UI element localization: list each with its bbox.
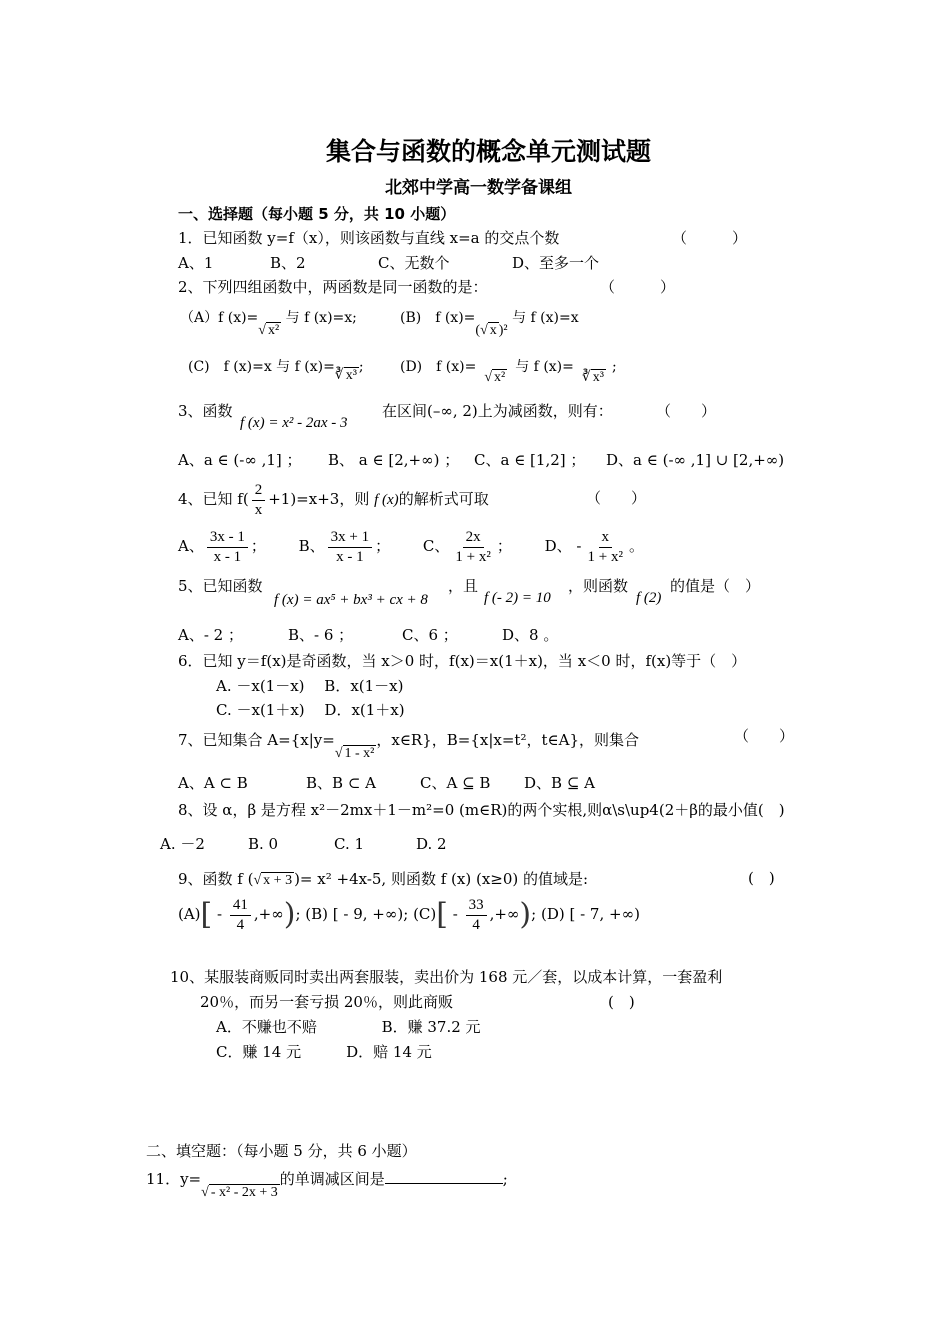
cube-root-symbol: ∛ x³: [334, 368, 357, 383]
q5-tail: ，则函数: [568, 577, 629, 595]
sqrt-symbol: (√ x )²: [475, 323, 508, 338]
q1-option-c: C、无数个: [378, 254, 450, 272]
q1-option-a: A、1: [178, 254, 214, 272]
q9-c-fraction: [466, 896, 487, 935]
q4-a-num: 3x - 1: [207, 528, 248, 548]
q5-option-a: A、- 2 ；: [178, 626, 243, 644]
q7-option-a: A、A ⊂ B: [178, 774, 248, 792]
q4-d-fraction: [585, 528, 626, 567]
q7-stem: [178, 726, 639, 768]
page-title: 集合与函数的概念单元测试题: [326, 137, 652, 166]
q2-b-radicand: x: [489, 323, 497, 338]
q3-option-a: A、a ∈ (-∞ ,1] ；: [178, 451, 302, 469]
q5-function: f (x) = ax⁵ + bx³ + cx + 8: [274, 592, 428, 608]
q11-stem: [146, 1166, 508, 1206]
q5-option-b: B、- 6 ；: [288, 626, 354, 644]
q2-d-radicand: x²: [494, 370, 506, 385]
q4-d-num: x: [599, 528, 613, 548]
q11-answer-blank[interactable]: [385, 1169, 503, 1184]
q10-options-cd: C．赚 14 元 D．赔 14 元: [216, 1043, 432, 1061]
q2-option-b: [400, 304, 579, 345]
q4-b-label: B、: [298, 537, 325, 555]
q1-option-b: B、2: [270, 254, 306, 272]
sqrt-symbol: √ x + 3: [253, 873, 293, 888]
q8-option-b: B. 0: [248, 835, 279, 853]
sqrt-symbol: √ 1 - x²: [334, 746, 375, 761]
q9-option-d: (D) [ - 7, +∞): [540, 905, 640, 923]
section-2-heading: 二、填空题：（每小题 5 分，共 6 小题）: [146, 1142, 417, 1160]
q2-b-pre: (B) f (x)=: [400, 310, 476, 326]
q9-a-den: 4: [236, 916, 245, 933]
q9-c-num: 33: [466, 896, 487, 916]
q2-b-post: 与 f (x)=x: [512, 310, 579, 326]
q5-condition: f (- 2) = 10: [484, 590, 551, 606]
q4-den: x: [254, 501, 263, 518]
q2-c-pre: (C) f (x)=x 与 f (x)=: [188, 359, 335, 375]
q5-ask: f (2): [636, 590, 662, 606]
q1-stem: 1．已知函数 y=f（x），则该函数与直线 x=a 的交点个数: [178, 229, 560, 247]
q6-options-ab: A. －x(1－x) B．x(1－x): [216, 677, 404, 695]
q9-a-label: (A): [178, 905, 201, 923]
paren-icon: ): [283, 897, 296, 932]
q4-c-fraction: [452, 528, 493, 567]
q2-d-radicand-2: x³: [592, 370, 604, 385]
q9-option-b: (B) [ - 9, +∞);: [305, 905, 409, 923]
q2-paren: （ ）: [600, 278, 676, 296]
q10-paren: ( ): [608, 993, 635, 1011]
q3-paren: （ ）: [656, 402, 717, 420]
q7-option-c: C、A ⊆ B: [420, 774, 491, 792]
q9-a-post: ,+∞: [253, 905, 284, 923]
q11-post: 的单调减区间是: [279, 1170, 385, 1188]
sqrt-symbol: √ x²: [484, 370, 506, 385]
section-1-heading: 一、选择题（每小题 5 分，共 10 小题）: [178, 205, 456, 223]
q5-option-c: C、6 ；: [402, 626, 458, 644]
q9-a-fraction: [230, 896, 251, 935]
q9-post: )= x² +4x-5, 则函数 f (x) (x≥0) 的值域是:: [294, 870, 589, 888]
q11-pre: 11．y=: [146, 1170, 202, 1188]
q4-post: +1)=x+3，则: [268, 490, 370, 508]
q11-radicand: - x² - 2x + 3: [210, 1185, 278, 1200]
q7-pre: 7、已知集合 A={x|y=: [178, 731, 335, 749]
q9-c-den: 4: [472, 916, 480, 933]
q4-a-fraction: [207, 528, 248, 567]
q7-post: ，x∈R}，B={x|x=t²，t∈A}，则集合: [376, 731, 639, 749]
q5-stem: 5、已知函数: [178, 577, 263, 595]
q4-d-den: 1 + x²: [587, 548, 623, 565]
q7-option-d: D、B ⊆ A: [524, 774, 595, 792]
q1-option-d: D、至多一个: [512, 254, 600, 272]
q1-paren: （ ）: [672, 229, 748, 247]
q9-c-post: ,+∞: [489, 905, 520, 923]
q3-stem: 3、函数: [178, 402, 233, 420]
q2-option-a: [180, 304, 357, 345]
q2-d-mid: 与 f (x)=: [515, 359, 574, 375]
q10-line-1: 10、某服装商贩同时卖出两套服装，卖出价为 168 元／套，以成本计算，一套盈利: [170, 968, 723, 986]
q4-c-den: 1 + x²: [455, 548, 491, 565]
q5-tail2: 的值是（ ）: [670, 577, 761, 595]
q2-d-pre: (D) f (x)=: [400, 359, 477, 375]
q9-radicand: x + 3: [263, 873, 293, 888]
q2-c-post: ;: [358, 359, 364, 375]
q7-option-b: B、B ⊂ A: [306, 774, 376, 792]
q6-options-cd: C. －x(1＋x) D．x(1＋x): [216, 701, 405, 719]
q2-a-pre: （A）f (x)=: [180, 310, 259, 326]
bracket-icon: [: [436, 897, 448, 932]
q4-fraction: [252, 481, 266, 520]
q8-stem: 8、设 α，β 是方程 x²－2mx＋1－m²=0 (m∈R)的两个实根,则α\s\up4(2＋β的最小值( ): [178, 801, 785, 819]
q4-fx: f (x): [374, 492, 399, 508]
q3-tail: 在区间(–∞, 2)上为减函数，则有：: [382, 402, 613, 420]
q4-options: A、 $\frac{3x - 1}{x - 1}$ ； B、 $\frac{3x + 1}{x - 1}$ ； C、 $\frac{2x}{\text{1 + x²}}$ ； D、 - $\frac{x}{\text{1 + x²}}$ 。: [178, 528, 644, 565]
q4-a-label: A、: [178, 537, 204, 555]
bracket-icon: [: [200, 897, 213, 932]
q2-c-radicand: x³: [345, 368, 357, 383]
q7-paren: （ ）: [734, 727, 795, 745]
q7-radicand: 1 - x²: [344, 746, 375, 761]
q2-option-c: [188, 353, 364, 390]
q2-stem: 2、下列四组函数中，两函数是同一函数的是：: [178, 278, 488, 296]
q4-num: 2: [252, 481, 266, 501]
q8-option-c: C. 1: [334, 835, 365, 853]
q9-options: (A)[ - $\frac{41}{4}$ ,+∞); (B) [ - 9, +∞); (C)[ - $\frac{33}{4}$ ,+∞); (D) [ - 7, +∞): [178, 896, 640, 933]
q9-stem: [178, 868, 588, 892]
q4-b-num: 3x + 1: [328, 528, 372, 548]
q9-a-num: 41: [230, 896, 251, 916]
q10-options-ab: A．不赚也不赔 B．赚 37.2 元: [216, 1018, 481, 1036]
q4-c-num: 2x: [463, 528, 484, 548]
q11-end: ;: [502, 1170, 508, 1188]
q8-option-a: A. －2: [160, 835, 205, 853]
q4-stem: [178, 480, 489, 520]
q4-paren: （ ）: [586, 489, 647, 507]
sqrt-symbol: √ - x² - 2x + 3: [201, 1185, 278, 1200]
q4-a-den: x - 1: [213, 548, 242, 565]
q8-option-d: D. 2: [416, 835, 447, 853]
q3-option-b: B、 a ∈ [2,+∞) ；: [328, 451, 460, 469]
page-subtitle: 北郊中学高一数学备课组: [385, 178, 572, 198]
q3-function: f (x) = x² - 2ax - 3: [240, 415, 348, 431]
q9-pre: 9、函数 f (: [178, 870, 254, 888]
q6-stem: 6．已知 y＝f(x)是奇函数，当 x＞0 时，f(x)＝x(1＋x)，当 x＜0 时，f(x)等于（ ）: [178, 652, 747, 670]
q3-option-d: D、a ∈ (-∞ ,1] ∪ [2,+∞): [606, 451, 785, 469]
q10-line-2: 20％，而另一套亏损 20％，则此商贩: [200, 993, 453, 1011]
cube-root-symbol: ∛ x³: [581, 370, 604, 385]
sqrt-symbol: √ x²: [258, 323, 280, 338]
q4-c-label: C、: [422, 537, 450, 555]
q5-mid: ，且: [448, 577, 479, 595]
q2-option-d: [400, 353, 617, 392]
q4-d-label: D、 -: [544, 537, 582, 555]
q9-paren: ( ): [748, 869, 775, 887]
q4-tail: 的解析式可取: [398, 490, 489, 508]
q3-option-c: C、a ∈ [1,2] ；: [474, 451, 586, 469]
q9-c-label: (C): [413, 905, 437, 923]
q2-d-post: ;: [612, 359, 617, 375]
q4-b-den: x - 1: [336, 548, 364, 565]
q4-b-fraction: [328, 528, 372, 567]
q2-a-post: 与 f (x)=x;: [285, 310, 357, 326]
q5-option-d: D、8 。: [502, 626, 559, 644]
paren-icon: ): [519, 897, 532, 932]
q2-a-radicand: x²: [267, 323, 280, 338]
q4-pre: 4、已知 f(: [178, 490, 249, 508]
